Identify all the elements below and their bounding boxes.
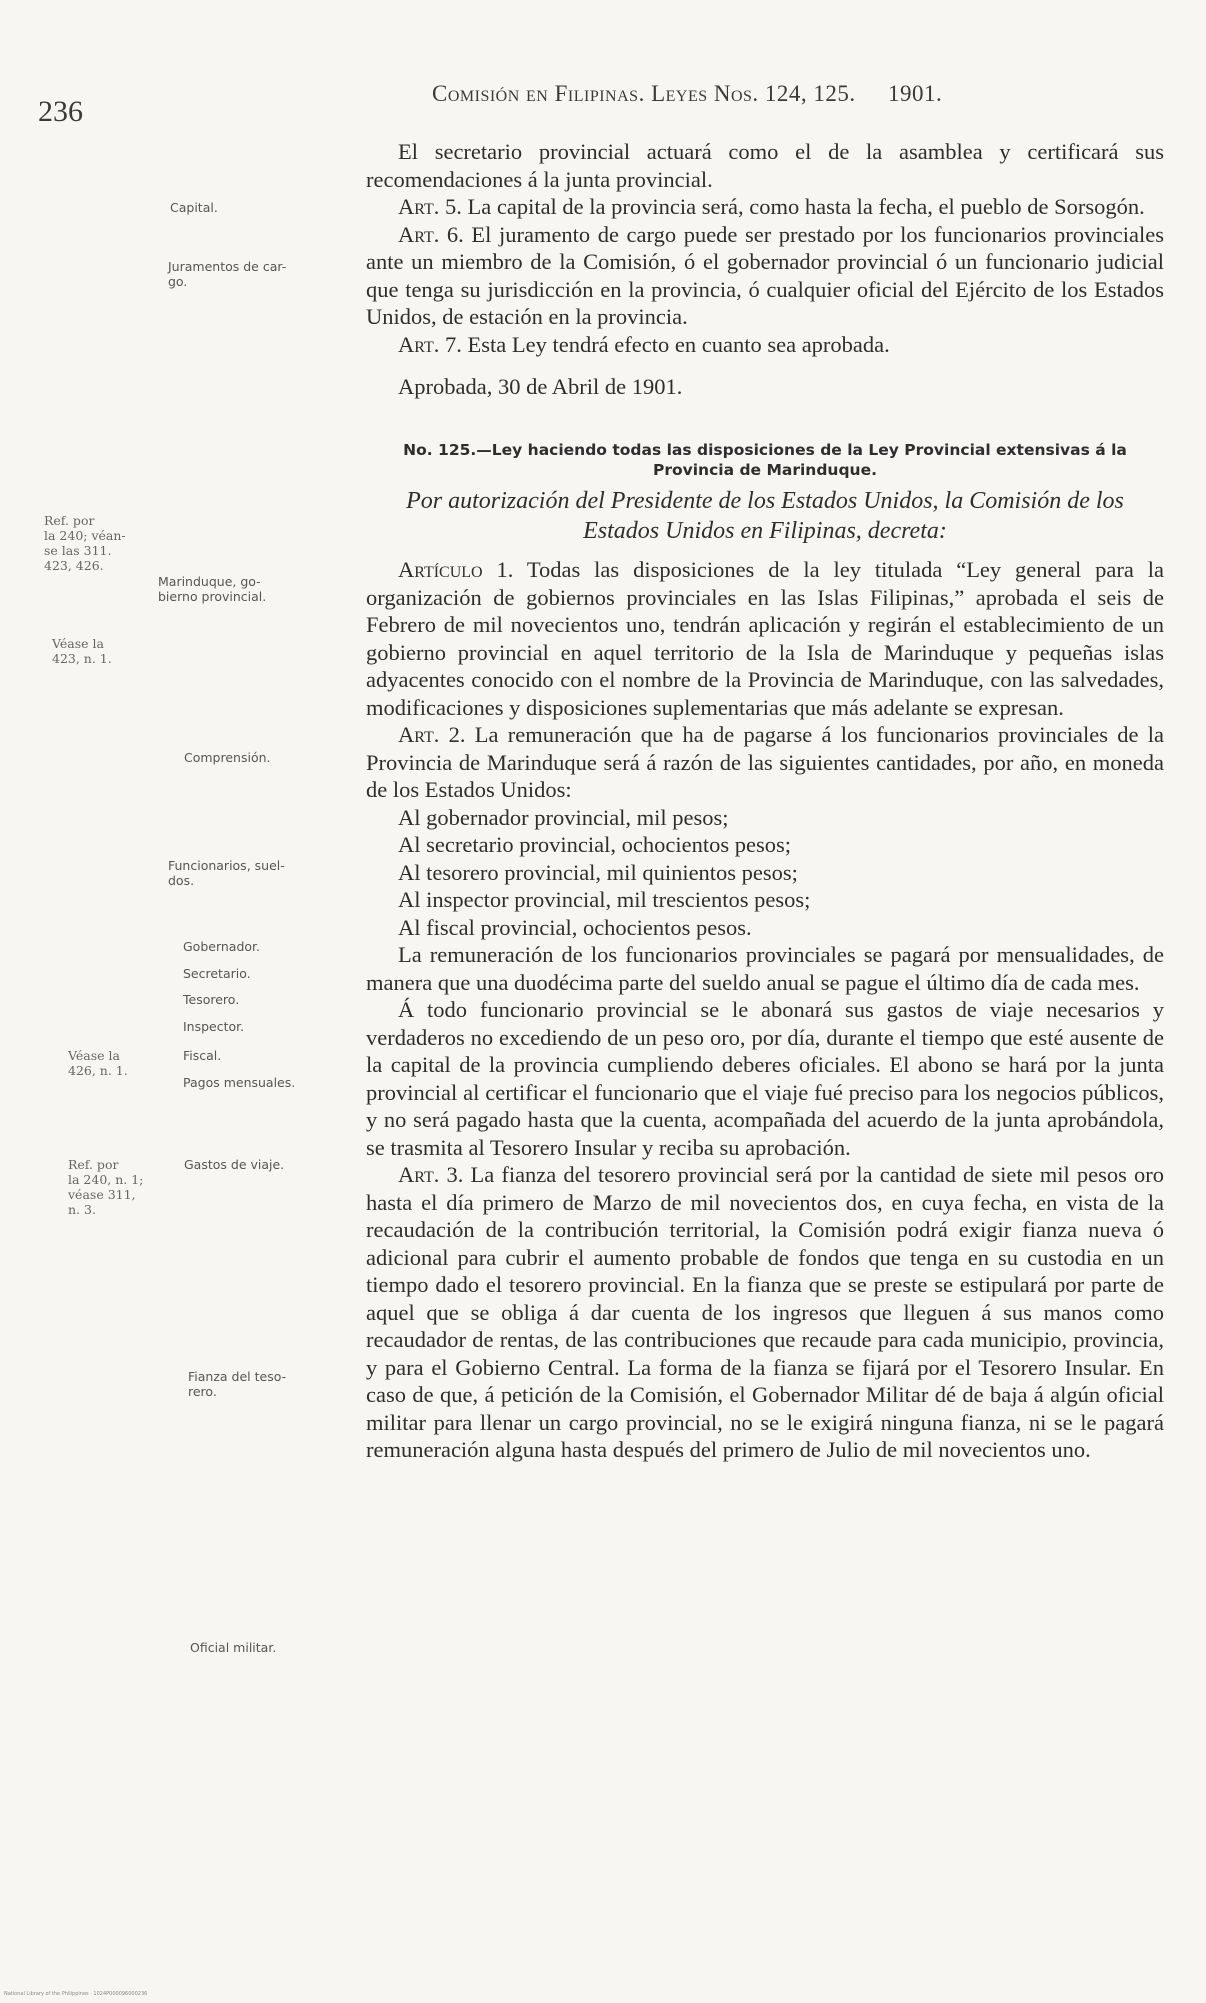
margin-note-oficial: Oficial militar. <box>190 1640 277 1655</box>
salary-inspector: Al inspector provincial, mil trescientos pesos; <box>398 887 811 912</box>
paragraph-secretario: El secretario provincial actuará como el de la asamblea y certificará sus recomendaciones á la junta provincial. <box>366 139 1164 192</box>
approval-date: Aprobada, 30 de Abril de 1901. <box>398 374 683 399</box>
margin-note-pagos: Pagos mensuales. <box>183 1075 296 1090</box>
margin-note-gastos: Gastos de viaje. <box>184 1157 285 1172</box>
article-2 <box>366 721 1164 804</box>
article-3-text: La fianza del tesorero provincial será por la cantidad de siete mil pesos oro hasta el día primero de Marzo de mil novecientos dos, en cuya fecha, en vista de la recaudación de la contribución territorial, la Comisión podrá exigir fianza nueva ó adicional para cubrir el aumento probable de fondos que tenga en su custodia en un tiempo dado el tesorero provincial. En la fianza que se preste se estipulará por parte de aquel que se obliga á dar cuenta de los ingresos que lleguen á sus manos como recaudador de rentas, de las contribuciones que recaude para cada municipio, provincia, y para el Gobierno Central. La forma de la fianza se fijará por el Tesorero Insular. En caso de que, á petición de la Comisión, el Gobernador Militar dé de baja á algún oficial militar para llenar un cargo provincial, no se le exigirá ninguna fianza, ni se le pagará remuneración alguna hasta después del primero de Julio de mil novecientos uno. <box>366 1162 1164 1462</box>
scan-credit: National Library of the Philippines · 1024P000096000236 <box>4 1991 148 1997</box>
article-7 <box>366 331 1164 359</box>
paragraph-pagos-mensuales: La remuneración de los funcionarios provinciales se pagará por mensualidades, de manera que una duodécima parte del sueldo anual se pague el último día de cada mes. <box>366 942 1164 995</box>
margin-note-ref-marinduque: Ref. por la 240; véan- se las 311. 423, 426. <box>44 513 126 573</box>
page-number: 236 <box>38 95 83 128</box>
margin-note-vease-423: Véase la 423, n. 1. <box>52 636 112 666</box>
salary-fiscal: Al fiscal provincial, ochocientos pesos. <box>398 914 752 940</box>
salary-tesorero: Al tesorero provincial, mil quinientos pesos; <box>398 859 798 885</box>
article-7-text: Esta Ley tendrá efecto en cuanto sea aprobada. <box>461 331 890 357</box>
margin-note-ref-gastos: Ref. por la 240, n. 1; véase 311, n. 3. <box>68 1157 144 1217</box>
salary-gobernador: Al gobernador provincial, mil pesos; <box>398 804 729 830</box>
margin-note-vease-426: Véase la 426, n. 1. <box>68 1048 128 1078</box>
article-1-text: Todas las disposiciones de la ley titulada “Ley general para la organización de gobiernos provinciales en las Islas Filipinas,” aprobada el seis de Febrero de mil novecientos uno, tendrán aplicación y regirán el establecimiento de un gobierno provincial en aquel territorio de la Isla de Marinduque y pequeñas islas adyacentes conocido con el nombre de la Provincia de Marinduque, con las salvedades, modificaciones y disposiciones suplementarias que más adelante se expresan. <box>366 557 1164 720</box>
article-2-label: Art. 2. <box>398 722 466 747</box>
article-1 <box>366 556 1164 721</box>
running-year: 1901. <box>887 81 943 106</box>
margin-note-tesorero: Tesorero. <box>183 992 240 1007</box>
article-2-text: La remuneración que ha de pagarse á los funcionarios provinciales de la Provincia de Marinduque será á razón de las siguientes cantidades, por año, en moneda de los Estados Unidos: <box>366 722 1165 802</box>
margin-note-comprension: Comprensión. <box>184 750 271 765</box>
salary-secretario: Al secretario provincial, ochocientos pesos; <box>398 832 792 857</box>
article-6 <box>366 221 1164 331</box>
article-3 <box>366 1161 1164 1464</box>
margin-note-secretario: Secretario. <box>183 966 251 981</box>
article-7-label: Art. 7. <box>398 331 462 357</box>
article-6-label: Art. 6. <box>398 221 464 247</box>
running-header <box>432 81 942 107</box>
article-6-text: El juramento de cargo puede ser prestado por los funcionarios provinciales ante un miembro de la Comisión, ó el gobernador provincial ó un funcionario judicial que tenga su jurisdicción en la provincia, ó cualquier oficial del Ejército de los Estados Unidos, de estación en la provincia. <box>366 221 1165 329</box>
article-3-label: Art. 3. <box>398 1162 464 1187</box>
margin-note-capital: Capital. <box>170 200 218 215</box>
margin-note-fiscal: Fiscal. <box>183 1048 222 1063</box>
article-5-label: Art. 5. <box>398 194 462 219</box>
paragraph-gastos-viaje: Á todo funcionario provincial se le abonará sus gastos de viaje necesarios y verdaderos no excediendo de un peso oro, por día, durante el tiempo que esté ausente de la capital de la provincia cumpliendo deberes oficiales. El abono se hará por la junta provincial al certificar el funcionario que el viaje fué preciso para los negocios públicos, y no será pagado hasta que la cuenta, acompañada del acuerdo de la junta aprobándola, se trasmita al Tesorero Insular y reciba su aprobación. <box>366 997 1164 1160</box>
margin-note-gobernador: Gobernador. <box>183 939 261 954</box>
article-1-label: Artículo 1. <box>398 557 514 582</box>
article-5-text: La capital de la provincia será, como hasta la fecha, el pueblo de Sorsogón. <box>461 194 1145 219</box>
margin-note-fianza: Fianza del teso- rero. <box>188 1369 287 1399</box>
margin-note-juramentos: Juramentos de car- go. <box>168 259 287 289</box>
enacting-clause: Por autorización del Presidente de los Estados Unidos, la Comisión de los Estados Unidos en Filipinas, decreta: <box>406 488 1124 544</box>
main-text-column <box>366 138 1164 1464</box>
law-125-heading: No. 125.—Ley haciendo todas las disposiciones de la Ley Provincial extensivas á la Provincia de Marinduque. <box>403 441 1127 479</box>
running-title: Comisión en Filipinas. Leyes Nos. 124, 125. <box>432 81 856 106</box>
margin-note-inspector: Inspector. <box>183 1019 245 1034</box>
article-5 <box>366 193 1164 221</box>
margin-note-funcionarios: Funcionarios, suel- dos. <box>168 858 285 888</box>
margin-note-marinduque: Marinduque, go- bierno provincial. <box>158 574 267 604</box>
